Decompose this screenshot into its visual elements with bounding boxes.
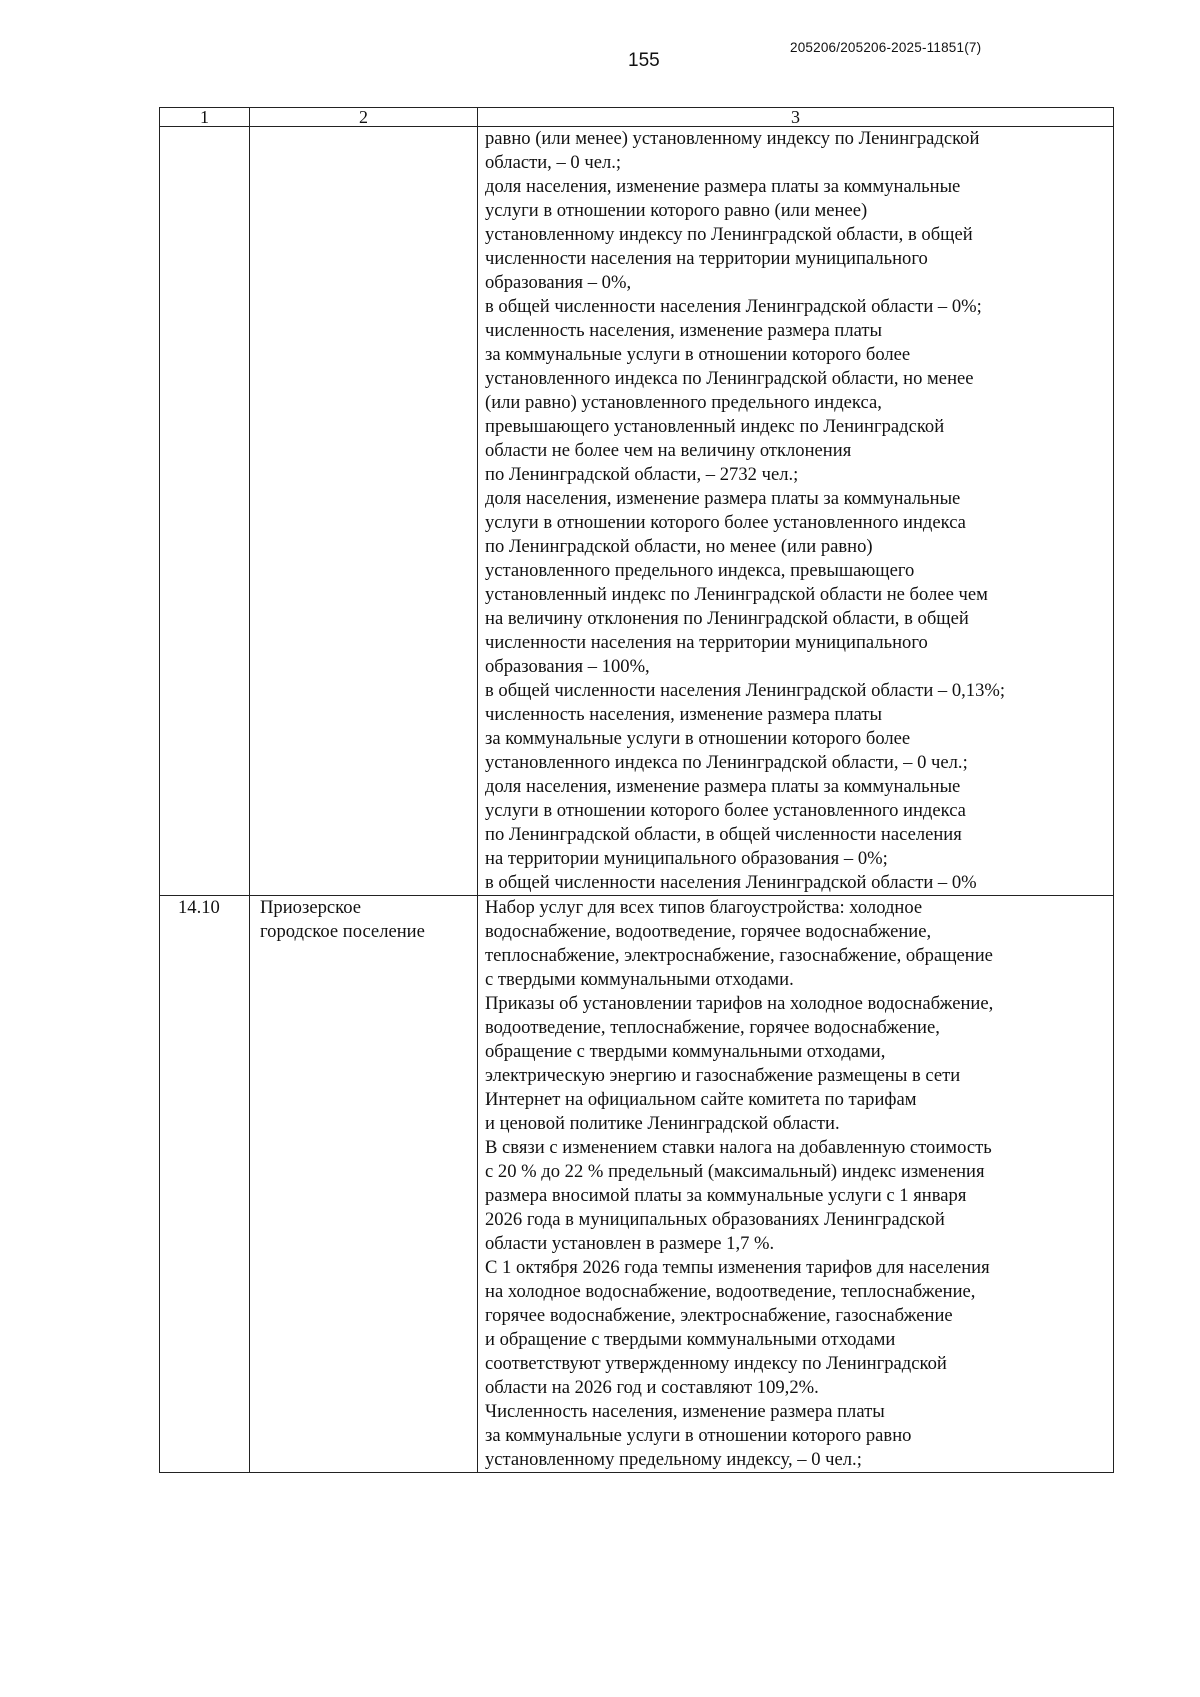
text-line: Численность населения, изменение размера платы xyxy=(485,1401,885,1422)
text-line: области на 2026 год и составляют 109,2%. xyxy=(485,1377,819,1398)
text-line: 2026 года в муниципальных образованиях Ленинградской xyxy=(485,1209,945,1230)
text-line: области, – 0 чел.; xyxy=(485,152,622,173)
text-line: на холодное водоснабжение, водоотведение, теплоснабжение, xyxy=(485,1281,976,1302)
text-line: и ценовой политике Ленинградской области. xyxy=(485,1113,840,1134)
text-line: услуги в отношении которого равно (или менее) xyxy=(485,200,868,221)
text-line: доля населения, изменение размера платы за коммунальные xyxy=(485,176,961,197)
text-line: Приозерское xyxy=(260,897,361,918)
column-header-3: 3 xyxy=(478,108,1114,127)
text-line: доля населения, изменение размера платы за коммунальные xyxy=(485,488,961,509)
text-line: (или равно) установленного предельного индекса, xyxy=(485,392,882,413)
text-line: доля населения, изменение размера платы за коммунальные xyxy=(485,776,961,797)
text-line: образования – 0%, xyxy=(485,272,632,293)
text-line: теплоснабжение, электроснабжение, газоснабжение, обращение xyxy=(485,945,993,966)
column-header-2: 2 xyxy=(250,108,478,127)
page-number: 155 xyxy=(628,50,660,71)
text-line: с 20 % до 22 % предельный (максимальный) индекс изменения xyxy=(485,1161,985,1182)
text-line: городское поселение xyxy=(260,921,425,942)
text-line: соответствуют утвержденному индексу по Ленинградской xyxy=(485,1353,947,1374)
text-line: за коммунальные услуги в отношении которого более xyxy=(485,728,911,749)
text-line: равно (или менее) установленному индексу по Ленинградской xyxy=(485,128,980,149)
text-line: установленный индекс по Ленинградской области не более чем xyxy=(485,584,988,605)
text-line: В связи с изменением ставки налога на добавленную стоимость xyxy=(485,1137,992,1158)
text-line: С 1 октября 2026 года темпы изменения тарифов для населения xyxy=(485,1257,990,1278)
text-line: численности населения на территории муниципального xyxy=(485,248,928,269)
text-line: 14.10 xyxy=(178,897,220,918)
data-table xyxy=(159,107,1114,1473)
table-row xyxy=(160,127,1114,896)
document-id: 205206/205206-2025-11851(7) xyxy=(790,40,982,55)
text-line: размера вносимой платы за коммунальные услуги с 1 января xyxy=(485,1185,967,1206)
text-line: превышающего установленный индекс по Ленинградской xyxy=(485,416,945,437)
text-line: за коммунальные услуги в отношении которого более xyxy=(485,344,911,365)
text-line: численность населения, изменение размера платы xyxy=(485,704,882,725)
text-line: услуги в отношении которого более установленного индекса xyxy=(485,512,966,533)
text-line: Приказы об установлении тарифов на холодное водоснабжение, xyxy=(485,993,994,1014)
text-line: в общей численности населения Ленинградской области – 0,13%; xyxy=(485,680,1006,701)
text-line: в общей численности населения Ленинградской области – 0% xyxy=(485,872,977,893)
column-header-1: 1 xyxy=(160,108,250,127)
description-cell xyxy=(478,896,1114,1473)
table-header-row xyxy=(160,108,1114,127)
text-line: электрическую энергию и газоснабжение размещены в сети xyxy=(485,1065,961,1086)
text-line: водоотведение, теплоснабжение, горячее водоснабжение, xyxy=(485,1017,940,1038)
row-number-cell xyxy=(160,127,250,896)
text-line: установленному предельному индексу, – 0 чел.; xyxy=(485,1449,862,1470)
text-line: установленного индекса по Ленинградской области, – 0 чел.; xyxy=(485,752,968,773)
municipality-name-cell xyxy=(250,127,478,896)
text-line: на величину отклонения по Ленинградской области, в общей xyxy=(485,608,969,629)
text-line: области не более чем на величину отклонения xyxy=(485,440,852,461)
description-cell xyxy=(478,127,1114,896)
row-number-cell xyxy=(160,896,250,1473)
text-line: по Ленинградской области, в общей численности населения xyxy=(485,824,962,845)
text-line: за коммунальные услуги в отношении которого равно xyxy=(485,1425,912,1446)
text-line: установленного индекса по Ленинградской области, но менее xyxy=(485,368,974,389)
text-line: обращение с твердыми коммунальными отходами, xyxy=(485,1041,886,1062)
text-line: Набор услуг для всех типов благоустройства: холодное xyxy=(485,897,923,918)
text-line: Интернет на официальном сайте комитета по тарифам xyxy=(485,1089,917,1110)
text-line: образования – 100%, xyxy=(485,656,650,677)
text-line: установленного предельного индекса, превышающего xyxy=(485,560,915,581)
text-line: в общей численности населения Ленинградской области – 0%; xyxy=(485,296,982,317)
text-line: услуги в отношении которого более установленного индекса xyxy=(485,800,966,821)
text-line: с твердыми коммунальными отходами. xyxy=(485,969,794,990)
text-line: по Ленинградской области, – 2732 чел.; xyxy=(485,464,799,485)
text-line: водоснабжение, водоотведение, горячее водоснабжение, xyxy=(485,921,932,942)
text-line: горячее водоснабжение, электроснабжение, газоснабжение xyxy=(485,1305,953,1326)
table-row xyxy=(160,896,1114,1473)
text-line: и обращение с твердыми коммунальными отходами xyxy=(485,1329,896,1350)
text-line: области установлен в размере 1,7 %. xyxy=(485,1233,775,1254)
municipality-name-cell xyxy=(250,896,478,1473)
text-line: численности населения на территории муниципального xyxy=(485,632,928,653)
text-line: на территории муниципального образования – 0%; xyxy=(485,848,888,869)
text-line: численность населения, изменение размера платы xyxy=(485,320,882,341)
text-line: по Ленинградской области, но менее (или равно) xyxy=(485,536,873,557)
text-line: установленному индексу по Ленинградской области, в общей xyxy=(485,224,973,245)
